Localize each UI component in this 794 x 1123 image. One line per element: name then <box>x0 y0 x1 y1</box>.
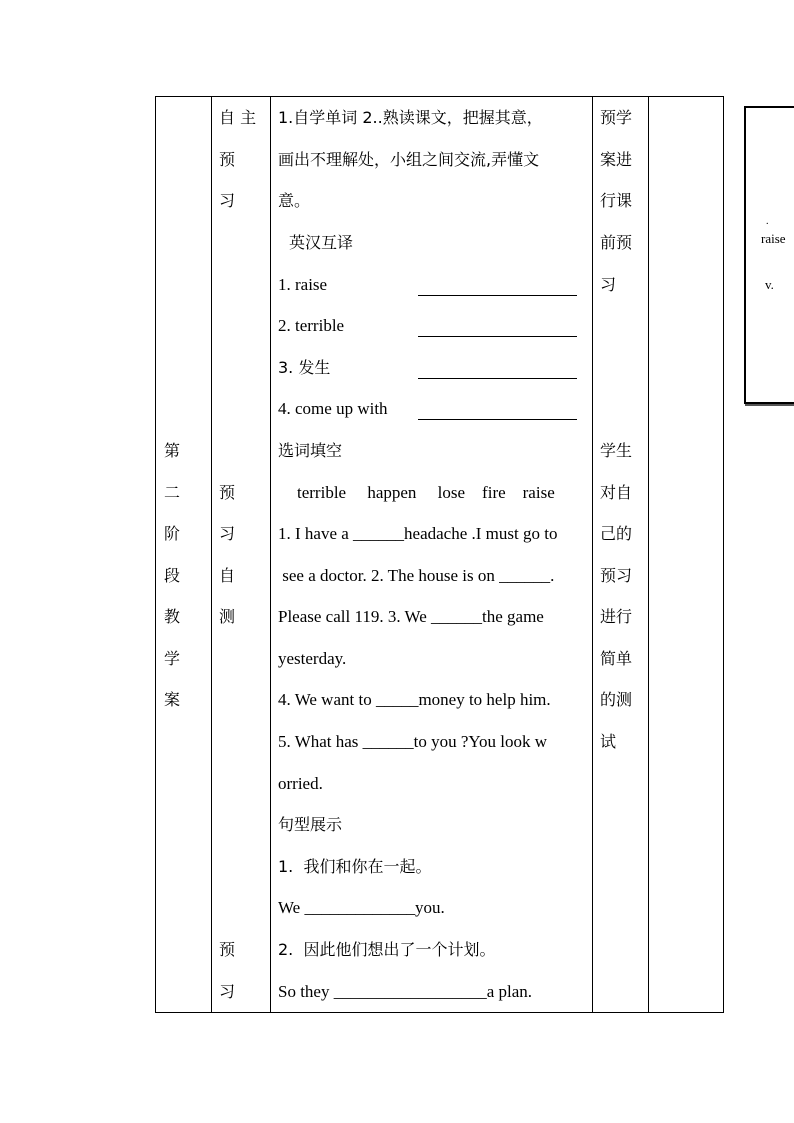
purpose-line: 简单 <box>600 649 633 668</box>
fill-heading: 选词填空 <box>278 441 343 460</box>
purpose-line: 行课 <box>600 191 633 210</box>
side-note-word: raise <box>761 231 786 246</box>
fill-line: 5. What has ______to you ?You look w <box>278 732 548 751</box>
section-char: 预 <box>219 150 236 169</box>
section-char: 预 <box>219 483 236 502</box>
fill-line: orried. <box>278 774 323 793</box>
side-note-dot: . <box>766 216 769 227</box>
purpose-line: 前预 <box>600 233 633 252</box>
purpose-line: 己的 <box>600 524 633 543</box>
column-divider <box>270 96 271 1013</box>
section-char: 自 <box>219 566 236 585</box>
fill-line: Please call 119. 3. We ______the game <box>278 607 544 626</box>
section-char: 习 <box>219 524 236 543</box>
purpose-line: 习 <box>600 275 617 294</box>
fill-line: 4. We want to _____money to help him. <box>278 690 551 709</box>
fill-line: see a doctor. 2. The house is on ______. <box>278 566 555 585</box>
instruction-line: 意。 <box>278 191 311 210</box>
purpose-line: 的测 <box>600 690 633 709</box>
purpose-line: 对自 <box>600 483 633 502</box>
word-bank: terrible happen lose fire raise <box>297 483 555 502</box>
instruction-line: 1.自学单词 2..熟读课文，把握其意， <box>278 108 543 127</box>
stage-char: 第 <box>164 441 181 460</box>
pattern-line: 2. 因此他们想出了一个计划。 <box>278 940 496 959</box>
pattern-line: So they __________________a plan. <box>278 982 533 1001</box>
answer-blank[interactable] <box>418 378 577 379</box>
pattern-heading: 句型展示 <box>278 815 343 834</box>
section-char: 预 <box>219 940 236 959</box>
instruction-line: 画出不理解处，小组之间交流,弄懂文 <box>278 150 540 169</box>
stage-char: 案 <box>164 690 181 709</box>
section-char: 习 <box>219 982 236 1001</box>
translate-item: 2. terrible <box>278 316 345 335</box>
fill-line: 1. I have a ______headache .I must go to <box>278 524 558 543</box>
column-divider <box>592 96 593 1013</box>
translate-item: 3. 发生 <box>278 358 331 377</box>
column-divider <box>648 96 649 1013</box>
answer-blank[interactable] <box>418 336 577 337</box>
side-note-pos: v. <box>765 277 774 292</box>
pattern-line: We _____________you. <box>278 898 445 917</box>
purpose-line: 预习 <box>600 566 633 585</box>
stage-char: 段 <box>164 566 181 585</box>
section-char: 测 <box>219 607 236 626</box>
stage-char: 学 <box>164 649 181 668</box>
stage-char: 阶 <box>164 524 181 543</box>
side-note-box <box>744 106 794 404</box>
translate-heading: 英汉互译 <box>289 233 354 252</box>
purpose-line: 预学 <box>600 108 633 127</box>
pattern-line: 1. 我们和你在一起。 <box>278 857 432 876</box>
purpose-line: 案进 <box>600 150 633 169</box>
lesson-plan-table <box>155 96 724 1013</box>
purpose-line: 试 <box>600 732 617 751</box>
stage-char: 教 <box>164 607 181 626</box>
column-divider <box>211 96 212 1013</box>
translate-item: 1. raise <box>278 275 328 294</box>
fill-line: yesterday. <box>278 649 347 668</box>
answer-blank[interactable] <box>418 419 577 420</box>
purpose-line: 进行 <box>600 607 633 626</box>
answer-blank[interactable] <box>418 295 577 296</box>
translate-item: 4. come up with <box>278 399 388 418</box>
stage-char: 二 <box>164 483 181 502</box>
purpose-line: 学生 <box>600 441 633 460</box>
section-char: 习 <box>219 191 236 210</box>
section-char: 自 主 <box>219 108 257 127</box>
